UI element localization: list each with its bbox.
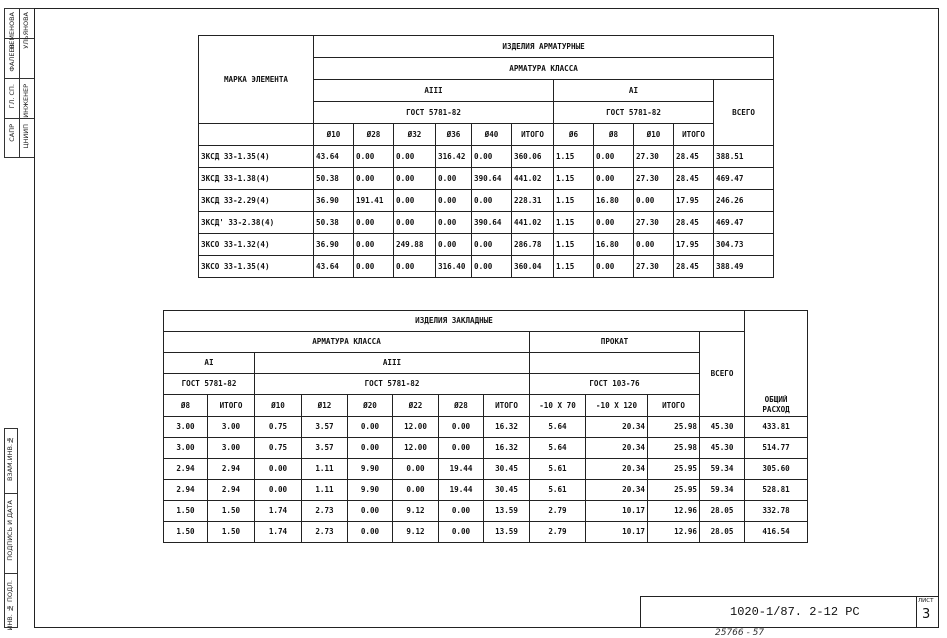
cell: 3.00 xyxy=(208,437,255,458)
cell: 0.00 xyxy=(348,521,393,542)
cell: 0.00 xyxy=(594,212,634,234)
cell: 1.15 xyxy=(554,146,594,168)
cell: 441.02 xyxy=(512,212,554,234)
cell: 27.30 xyxy=(634,256,674,278)
class-ai-header: АI xyxy=(164,353,255,374)
caption-products: ИЗДЕЛИЯ АРМАТУРНЫЕ xyxy=(314,36,774,58)
empty-cell xyxy=(745,311,808,395)
col-overall-line2: РАСХОД xyxy=(762,405,790,415)
col-overall-line1: ОБЩИЙ xyxy=(764,394,788,404)
cell: 45.30 xyxy=(700,416,745,437)
cell: 0.00 xyxy=(472,256,512,278)
cell: 9.12 xyxy=(393,521,439,542)
cell: 416.54 xyxy=(745,521,808,542)
cell: 433.81 xyxy=(745,416,808,437)
cell: 514.77 xyxy=(745,437,808,458)
table-row xyxy=(199,212,774,234)
cell: 9.12 xyxy=(393,500,439,521)
cell: 0.00 xyxy=(439,521,484,542)
cell: 28.45 xyxy=(674,146,714,168)
cell: 19.44 xyxy=(439,458,484,479)
rebar-rows xyxy=(199,146,774,278)
table-row xyxy=(164,416,808,437)
col-header: Ø32 xyxy=(394,124,436,146)
col-header: Ø10 xyxy=(314,124,354,146)
side-label-inv-podl: ИНВ. № ПОДЛ. xyxy=(6,580,14,631)
gost-rolled-header: ГОСТ 103-76 xyxy=(530,374,700,395)
cell: 43.64 xyxy=(314,256,354,278)
cell: 0.00 xyxy=(436,190,472,212)
cell: 0.00 xyxy=(354,234,394,256)
row-mark: 3КСД 33-2.29(4) xyxy=(199,190,314,212)
cell: 0.00 xyxy=(439,416,484,437)
cell: 2.73 xyxy=(302,521,348,542)
cell: 30.45 xyxy=(484,458,530,479)
caption-rolled: ПРОКАТ xyxy=(530,332,700,353)
row-mark: 3КСД 33-1.38(4) xyxy=(199,168,314,190)
side-label-nemenova: НЕМЕНОВА xyxy=(8,12,16,50)
cell: 2.94 xyxy=(208,479,255,500)
cell: 50.38 xyxy=(314,168,354,190)
table-row xyxy=(199,146,774,168)
cell: 0.75 xyxy=(255,416,302,437)
cell: 0.00 xyxy=(255,458,302,479)
gost-aiii-header: ГОСТ 5781-82 xyxy=(314,102,554,124)
cell: 25.98 xyxy=(648,437,700,458)
cell: 388.51 xyxy=(714,146,774,168)
cell: 28.45 xyxy=(674,212,714,234)
cell: 3.00 xyxy=(164,437,208,458)
cell: 36.90 xyxy=(314,190,354,212)
cell: 0.00 xyxy=(472,190,512,212)
cell: 16.32 xyxy=(484,437,530,458)
cell: 0.00 xyxy=(472,234,512,256)
cell: 0.00 xyxy=(348,416,393,437)
cell: 0.00 xyxy=(393,479,439,500)
cell: 1.15 xyxy=(554,212,594,234)
caption-embedded: ИЗДЕЛИЯ ЗАКЛАДНЫЕ xyxy=(164,311,745,332)
cell: 1.50 xyxy=(208,500,255,521)
cell: 25.95 xyxy=(648,479,700,500)
cell: 0.00 xyxy=(394,168,436,190)
cell: 12.96 xyxy=(648,500,700,521)
cell: 2.79 xyxy=(530,500,586,521)
cell: 0.00 xyxy=(436,212,472,234)
cell: 3.57 xyxy=(302,437,348,458)
cell: 0.00 xyxy=(393,458,439,479)
cell: 45.30 xyxy=(700,437,745,458)
cell: 16.80 xyxy=(594,190,634,212)
cell: 0.00 xyxy=(594,146,634,168)
cell: 390.64 xyxy=(472,212,512,234)
col-header: Ø40 xyxy=(472,124,512,146)
cell: 20.34 xyxy=(586,437,648,458)
cell: 13.59 xyxy=(484,521,530,542)
cell: 191.41 xyxy=(354,190,394,212)
cell: 316.42 xyxy=(436,146,472,168)
table-row xyxy=(199,234,774,256)
side-label-engineer: ИНЖЕНЕР xyxy=(22,84,30,118)
cell: 0.00 xyxy=(436,234,472,256)
cell: 3.57 xyxy=(302,416,348,437)
cell: 20.34 xyxy=(586,479,648,500)
cell: 13.59 xyxy=(484,500,530,521)
cell: 0.00 xyxy=(354,146,394,168)
cell: 0.00 xyxy=(439,437,484,458)
col-header: Ø8 xyxy=(594,124,634,146)
cell: 528.81 xyxy=(745,479,808,500)
cell: 0.00 xyxy=(394,212,436,234)
side-label-gl-sp: ГЛ. СП. xyxy=(8,84,16,109)
col-header: ИТОГО xyxy=(674,124,714,146)
cell: 0.00 xyxy=(472,146,512,168)
cell: 20.34 xyxy=(586,458,648,479)
row-mark: 3КСД 33-1.35(4) xyxy=(199,146,314,168)
table-row xyxy=(164,437,808,458)
side-label-ulyanova: УЛЬЯНОВА xyxy=(22,12,30,49)
cell: 16.32 xyxy=(484,416,530,437)
cell: 5.61 xyxy=(530,479,586,500)
cell: 249.88 xyxy=(394,234,436,256)
table-row xyxy=(164,521,808,542)
cell: 59.34 xyxy=(700,479,745,500)
cell: 0.00 xyxy=(394,146,436,168)
col-header: Ø20 xyxy=(348,395,393,417)
col-total-header: ВСЕГО xyxy=(700,332,745,417)
cell: 0.00 xyxy=(394,190,436,212)
sheet-number: 3 xyxy=(922,607,931,622)
col-header: Ø12 xyxy=(302,395,348,417)
cell: 1.50 xyxy=(164,521,208,542)
cell: 10.17 xyxy=(586,521,648,542)
table-row xyxy=(199,256,774,278)
cell: 2.73 xyxy=(302,500,348,521)
table-row xyxy=(199,168,774,190)
class-aiii-header: АIII xyxy=(314,80,554,102)
col-header: ИТОГО xyxy=(484,395,530,417)
col-header: Ø36 xyxy=(436,124,472,146)
cell: 36.90 xyxy=(314,234,354,256)
cell: 246.26 xyxy=(714,190,774,212)
cell: 390.64 xyxy=(472,168,512,190)
sheet-label: ЛИСТ xyxy=(918,598,934,604)
cell: 1.15 xyxy=(554,168,594,190)
cell: 1.15 xyxy=(554,190,594,212)
gost-aiii-header: ГОСТ 5781-82 xyxy=(255,374,530,395)
col-header: ИТОГО xyxy=(512,124,554,146)
side-label-tsniip: ЦНИИП xyxy=(22,124,30,149)
row-mark: 3КСО 33-1.32(4) xyxy=(199,234,314,256)
caption-rebar-class: АРМАТУРА КЛАССА xyxy=(314,58,774,80)
cell: 0.00 xyxy=(348,500,393,521)
col-header: Ø6 xyxy=(554,124,594,146)
cell: 0.00 xyxy=(436,168,472,190)
table-row xyxy=(164,500,808,521)
row-mark: 3КСО 33-1.35(4) xyxy=(199,256,314,278)
empty-cell xyxy=(199,124,314,146)
cell: 1.50 xyxy=(164,500,208,521)
cell: 5.61 xyxy=(530,458,586,479)
cell: 17.95 xyxy=(674,190,714,212)
cell: 3.00 xyxy=(164,416,208,437)
col-total-header: ВСЕГО xyxy=(714,80,774,146)
document-code: 1020-1/87. 2-12 PC xyxy=(730,605,860,619)
side-stamp-rule xyxy=(4,573,18,574)
cell: 441.02 xyxy=(512,168,554,190)
cell: 316.40 xyxy=(436,256,472,278)
side-label-faleev: ФАЛЕЕВ xyxy=(8,44,16,72)
cell: 12.96 xyxy=(648,521,700,542)
class-ai-header: АI xyxy=(554,80,714,102)
cell: 27.30 xyxy=(634,168,674,190)
cell: 9.90 xyxy=(348,479,393,500)
cell: 1.74 xyxy=(255,521,302,542)
cell: 1.15 xyxy=(554,256,594,278)
col-header: ИТОГО xyxy=(208,395,255,417)
cell: 28.05 xyxy=(700,521,745,542)
embedded-rows xyxy=(164,416,808,542)
cell: 304.73 xyxy=(714,234,774,256)
side-label-signature-date: ПОДПИСЬ И ДАТА xyxy=(6,500,14,561)
cell: 0.00 xyxy=(594,256,634,278)
cell: 1.50 xyxy=(208,521,255,542)
cell: 0.00 xyxy=(439,500,484,521)
cell: 388.49 xyxy=(714,256,774,278)
table-row xyxy=(164,479,808,500)
cell: 12.00 xyxy=(393,437,439,458)
cell: 2.94 xyxy=(164,479,208,500)
cell: 20.34 xyxy=(586,416,648,437)
class-aiii-header: АIII xyxy=(255,353,530,374)
cell: 28.45 xyxy=(674,256,714,278)
cell: 19.44 xyxy=(439,479,484,500)
cell: 0.00 xyxy=(354,256,394,278)
caption-rebar-class: АРМАТУРА КЛАССА xyxy=(164,332,530,353)
cell: 1.15 xyxy=(554,234,594,256)
cell: 27.30 xyxy=(634,146,674,168)
cell: 469.47 xyxy=(714,212,774,234)
col-header: Ø10 xyxy=(634,124,674,146)
cell: 1.11 xyxy=(302,479,348,500)
cell: 286.78 xyxy=(512,234,554,256)
cell: 10.17 xyxy=(586,500,648,521)
cell: 1.11 xyxy=(302,458,348,479)
col-header: Ø22 xyxy=(393,395,439,417)
col-header: ИТОГО xyxy=(648,395,700,417)
cell: 0.00 xyxy=(394,256,436,278)
cell: 0.00 xyxy=(354,212,394,234)
cell: 0.00 xyxy=(634,234,674,256)
side-stamp-divider xyxy=(19,8,20,158)
cell: 332.78 xyxy=(745,500,808,521)
cell: 360.06 xyxy=(512,146,554,168)
cell: 305.60 xyxy=(745,458,808,479)
cell: 59.34 xyxy=(700,458,745,479)
side-label-vzam-inv: ВЗАМ.ИНВ.№ xyxy=(6,436,14,482)
col-header: -10 Х 120 xyxy=(586,395,648,417)
cell: 0.00 xyxy=(255,479,302,500)
cell: 360.04 xyxy=(512,256,554,278)
cell: 228.31 xyxy=(512,190,554,212)
cell: 1.74 xyxy=(255,500,302,521)
col-overall-header xyxy=(745,395,808,417)
cell: 25.98 xyxy=(648,416,700,437)
cell: 2.94 xyxy=(208,458,255,479)
side-stamp-rule xyxy=(4,493,18,494)
cell: 0.75 xyxy=(255,437,302,458)
table-row xyxy=(199,190,774,212)
cell: 5.64 xyxy=(530,437,586,458)
cell: 5.64 xyxy=(530,416,586,437)
gost-ai-header: ГОСТ 5781-82 xyxy=(164,374,255,395)
cell: 50.38 xyxy=(314,212,354,234)
cell: 0.00 xyxy=(594,168,634,190)
col-mark-header: МАРКА ЭЛЕМЕНТА xyxy=(199,36,314,124)
cell: 16.80 xyxy=(594,234,634,256)
cell: 3.00 xyxy=(208,416,255,437)
cell: 469.47 xyxy=(714,168,774,190)
row-mark: 3КСД' 33-2.38(4) xyxy=(199,212,314,234)
col-header: Ø10 xyxy=(255,395,302,417)
cell: 9.90 xyxy=(348,458,393,479)
embedded-products-table xyxy=(163,310,808,543)
side-label-sapr: САПР xyxy=(8,124,16,142)
col-header: Ø28 xyxy=(439,395,484,417)
archive-number: 25766 - 57 xyxy=(715,628,765,638)
side-stamp-rule xyxy=(4,78,34,79)
cell: 43.64 xyxy=(314,146,354,168)
cell: 0.00 xyxy=(634,190,674,212)
side-stamp-rule xyxy=(4,118,34,119)
gost-ai-header: ГОСТ 5781-82 xyxy=(554,102,714,124)
rebar-products-table xyxy=(198,35,774,278)
cell: 28.45 xyxy=(674,168,714,190)
empty-cell xyxy=(530,353,700,374)
cell: 17.95 xyxy=(674,234,714,256)
cell: 27.30 xyxy=(634,212,674,234)
col-header: -10 Х 70 xyxy=(530,395,586,417)
col-header: Ø8 xyxy=(164,395,208,417)
cell: 25.95 xyxy=(648,458,700,479)
col-header: Ø28 xyxy=(354,124,394,146)
table-row xyxy=(164,458,808,479)
cell: 2.94 xyxy=(164,458,208,479)
cell: 28.05 xyxy=(700,500,745,521)
cell: 12.00 xyxy=(393,416,439,437)
cell: 2.79 xyxy=(530,521,586,542)
cell: 0.00 xyxy=(348,437,393,458)
cell: 0.00 xyxy=(354,168,394,190)
cell: 30.45 xyxy=(484,479,530,500)
